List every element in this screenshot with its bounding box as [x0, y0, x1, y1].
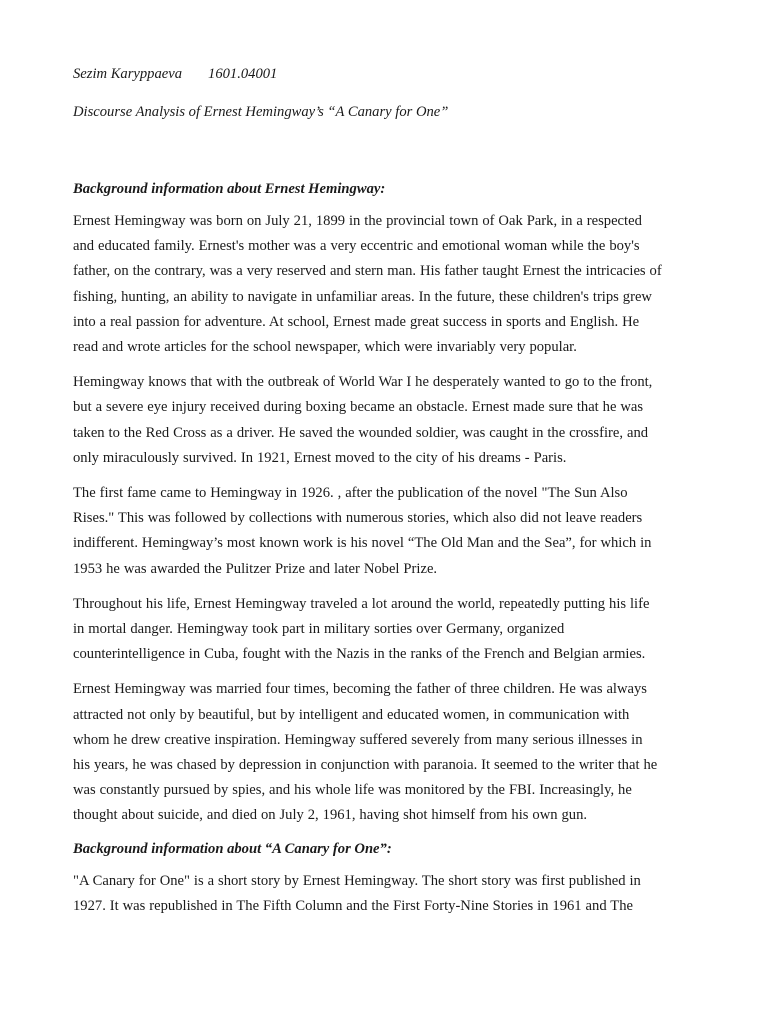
author-line	[73, 64, 699, 84]
paragraph-line: thought about suicide, and died on July 2, 1961, having shot himself from his own gun.	[73, 807, 588, 824]
section-heading-hemingway: Background information about Ernest Hemingway:	[73, 181, 386, 197]
paragraph-line: but a severe eye injury received during boxing became an obstacle. Ernest made sure that he was	[73, 399, 644, 416]
paragraph-line: and educated family. Ernest's mother was a very eccentric and emotional woman while the boy's	[73, 238, 640, 255]
paragraph-line: Hemingway knows that with the outbreak of World War I he desperately wanted to go to the front,	[73, 374, 653, 391]
paragraph-line: "A Canary for One" is a short story by Ernest Hemingway. The short story was first published in	[73, 872, 641, 889]
paragraph-war	[73, 370, 699, 471]
paragraph-line: read and wrote articles for the school newspaper, which were invariably very popular.	[73, 339, 577, 356]
paragraph-line: Ernest Hemingway was married four times, becoming the father of three children. He was always	[73, 681, 647, 698]
paragraph-line: only miraculously survived. In 1921, Ernest moved to the city of his dreams - Paris.	[73, 449, 567, 466]
paragraph-line: indifferent. Hemingway’s most known work is his novel “The Old Man and the Sea”, for which in	[73, 535, 652, 552]
paragraph-personal-life	[73, 677, 699, 828]
paragraph-line: Throughout his life, Ernest Hemingway traveled a lot around the world, repeatedly putting his life	[73, 595, 650, 612]
paragraph-line: taken to the Red Cross as a driver. He saved the wounded soldier, was caught in the crossfire, and	[73, 424, 649, 441]
section-heading-canary: Background information about “A Canary for One”:	[73, 840, 392, 857]
paragraph-line: 1953 he was awarded the Pulitzer Prize and later Nobel Prize.	[73, 560, 438, 577]
paragraph-line: Rises." This was followed by collections with numerous stories, which also did not leave readers	[73, 510, 643, 527]
paragraph-line: his years, he was chased by depression in conjunction with paranoia. It seemed to the writer that he	[73, 757, 658, 774]
paragraph-early-life	[73, 209, 699, 360]
paragraph-line: in mortal danger. Hemingway took part in military sorties over Germany, organized	[73, 621, 565, 638]
paragraph-line: father, on the contrary, was a very reserved and stern man. His father taught Ernest the intricacies of	[73, 263, 662, 280]
paragraph-travels	[73, 592, 699, 668]
paragraph-canary-intro	[73, 869, 699, 919]
paragraph-line: fishing, hunting, an ability to navigate in unfamiliar areas. In the future, these children's trips grew	[73, 288, 652, 305]
paragraph-line: was constantly pursued by spies, and his whole life was monitored by the FBI. Increasingly, he	[73, 782, 632, 799]
paragraph-line: attracted not only by beautiful, but by intelligent and educated women, in communication with	[73, 706, 630, 723]
document-title: Discourse Analysis of Ernest Hemingway’s “A Canary for One”	[73, 104, 449, 120]
paragraph-fame	[73, 481, 699, 582]
student-id: 1601.04001	[208, 66, 278, 82]
paragraph-line: The first fame came to Hemingway in 1926. , after the publication of the novel "The Sun Also	[73, 485, 628, 502]
paragraph-line: into a real passion for adventure. At school, Ernest made great success in sports and English. He	[73, 313, 640, 330]
paragraph-line: counterintelligence in Cuba, fought with the Nazis in the ranks of the French and Belgian armies.	[73, 646, 646, 663]
paragraph-line: 1927. It was republished in The Fifth Column and the First Forty-Nine Stories in 1961 and The	[73, 897, 633, 914]
paragraph-line: Ernest Hemingway was born on July 21, 1899 in the provincial town of Oak Park, in a respected	[73, 213, 642, 229]
document-page	[73, 64, 699, 919]
author-name: Sezim Karyppaeva	[73, 66, 183, 82]
paragraph-line: whom he drew creative inspiration. Hemingway suffered severely from many serious illnesses in	[73, 731, 643, 748]
